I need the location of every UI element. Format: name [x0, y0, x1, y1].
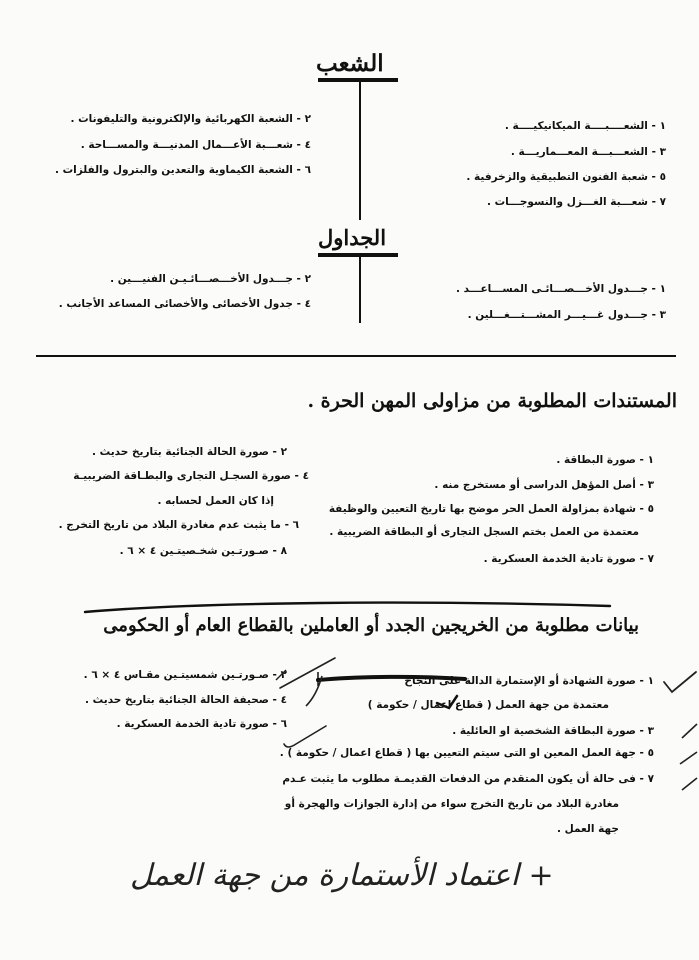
graduates-item: معتمدة من جهة العمل ( قطاع اعمال / حكومة ) — [367, 699, 609, 711]
division-item: ٥ - شعبة الفنون التطبيقية والزخرفية . — [466, 171, 666, 183]
free-professions-item: ٢ - صورة الحالة الجنائية بتاريخ حديث . — [91, 446, 287, 458]
table-item: ٤ - جدول الأخصائى والأخصائى المساعد الأجانب . — [58, 298, 311, 310]
free-professions-item: ٤ - صورة السجـل التجارى والبطـاقة الضريبيـة — [73, 470, 309, 482]
graduates-title: بيانات مطلوبة من الخريجين الجدد أو العاملين بالقطاع العام أو الحكومى — [103, 615, 639, 636]
graduates-item: ٣ - صورة البطاقة الشخصية او العائلية . — [452, 725, 654, 737]
graduates-item: ١ - صورة الشهادة أو الإستمارة الدالة على النجاح — [404, 675, 654, 687]
graduates-item: مغادرة البلاد من تاريخ التخرج سواء من إدارة الجوازات والهجرة أو — [284, 798, 619, 810]
graduates-item: ٢ - صـورتـين شمسيتـين مقـاس ٤ × ٦ . — [83, 669, 287, 681]
free-professions-item: إذا كان العمل لحسابه . — [157, 495, 274, 507]
free-professions-item: ٧ - صورة تادية الخدمة العسكرية . — [483, 553, 654, 565]
graduates-item: ٧ - فى حالة أن يكون المتقدم من الدفعات القديمـة مطلوب ما يثبت عـدم — [282, 773, 654, 785]
graduates-item: ٤ - صحيفة الحالة الجنائية بتاريخ حديث . — [85, 694, 287, 706]
division-item: ٢ - الشعبة الكهربائية والإلكترونية والتليفونات . — [70, 113, 311, 125]
free-professions-item: ١ - صورة البطاقة . — [556, 454, 654, 466]
free-professions-item: ٣ - أصل المؤهل الدراسى أو مستخرج منه . — [434, 479, 654, 491]
table-item: ٢ - جـــدول الأخـــصـــائـيـن الفنيـــين . — [110, 273, 311, 285]
graduates-item: جهة العمل . — [556, 823, 619, 835]
tables-title: الجداول — [318, 225, 387, 250]
free-professions-item: ٨ - صـورتـين شخـصيتـين ٤ × ٦ . — [119, 545, 287, 557]
division-item: ٦ - الشعبة الكيماوية والتعدين والبترول والفلزات . — [54, 164, 311, 176]
table-item: ١ - جـــدول الأخـــصـــائـى المســـاعـــد . — [455, 283, 666, 295]
free-professions-title: المستندات المطلوبة من مزاولى المهن الحرة . — [307, 390, 677, 412]
handwritten-note: + اعتماد الأستمارة من جهة العمل — [130, 858, 554, 893]
graduates-item: ٦ - صورة تادية الخدمة العسكرية . — [116, 718, 287, 730]
free-professions-item: ٦ - ما يثبت عدم مغادرة البلاد من تاريخ التخرج . — [58, 519, 299, 531]
divisions-title: الشعب — [316, 50, 384, 77]
division-item: ١ - الشعــــبــــة الميكانيكيــــة . — [504, 120, 666, 132]
table-item: ٣ - جـــدول غـــيـــر المشـــتـــغـــلين . — [467, 309, 666, 321]
graduates-item: ٥ - جهة العمل المعين او التى سيتم التعيين بها ( قطاع اعمال / حكومة ) . — [279, 747, 654, 759]
division-item: ٣ - الشعـــبـــة المعـــماريـــة . — [510, 146, 666, 158]
division-item: ٧ - شعـــبة الغـــزل والنسوجـــات . — [486, 196, 666, 208]
free-professions-item: معتمدة من العمل بختم السجل التجارى أو البطاقة الضريبية . — [329, 526, 639, 538]
free-professions-item: ٥ - شهادة بمزاولة العمل الحر موضح بها تاريخ التعيين والوظيفة — [328, 503, 654, 515]
division-item: ٤ - شعـــبة الأعـــمال المدنيـــة والمســـاحة . — [80, 139, 311, 151]
